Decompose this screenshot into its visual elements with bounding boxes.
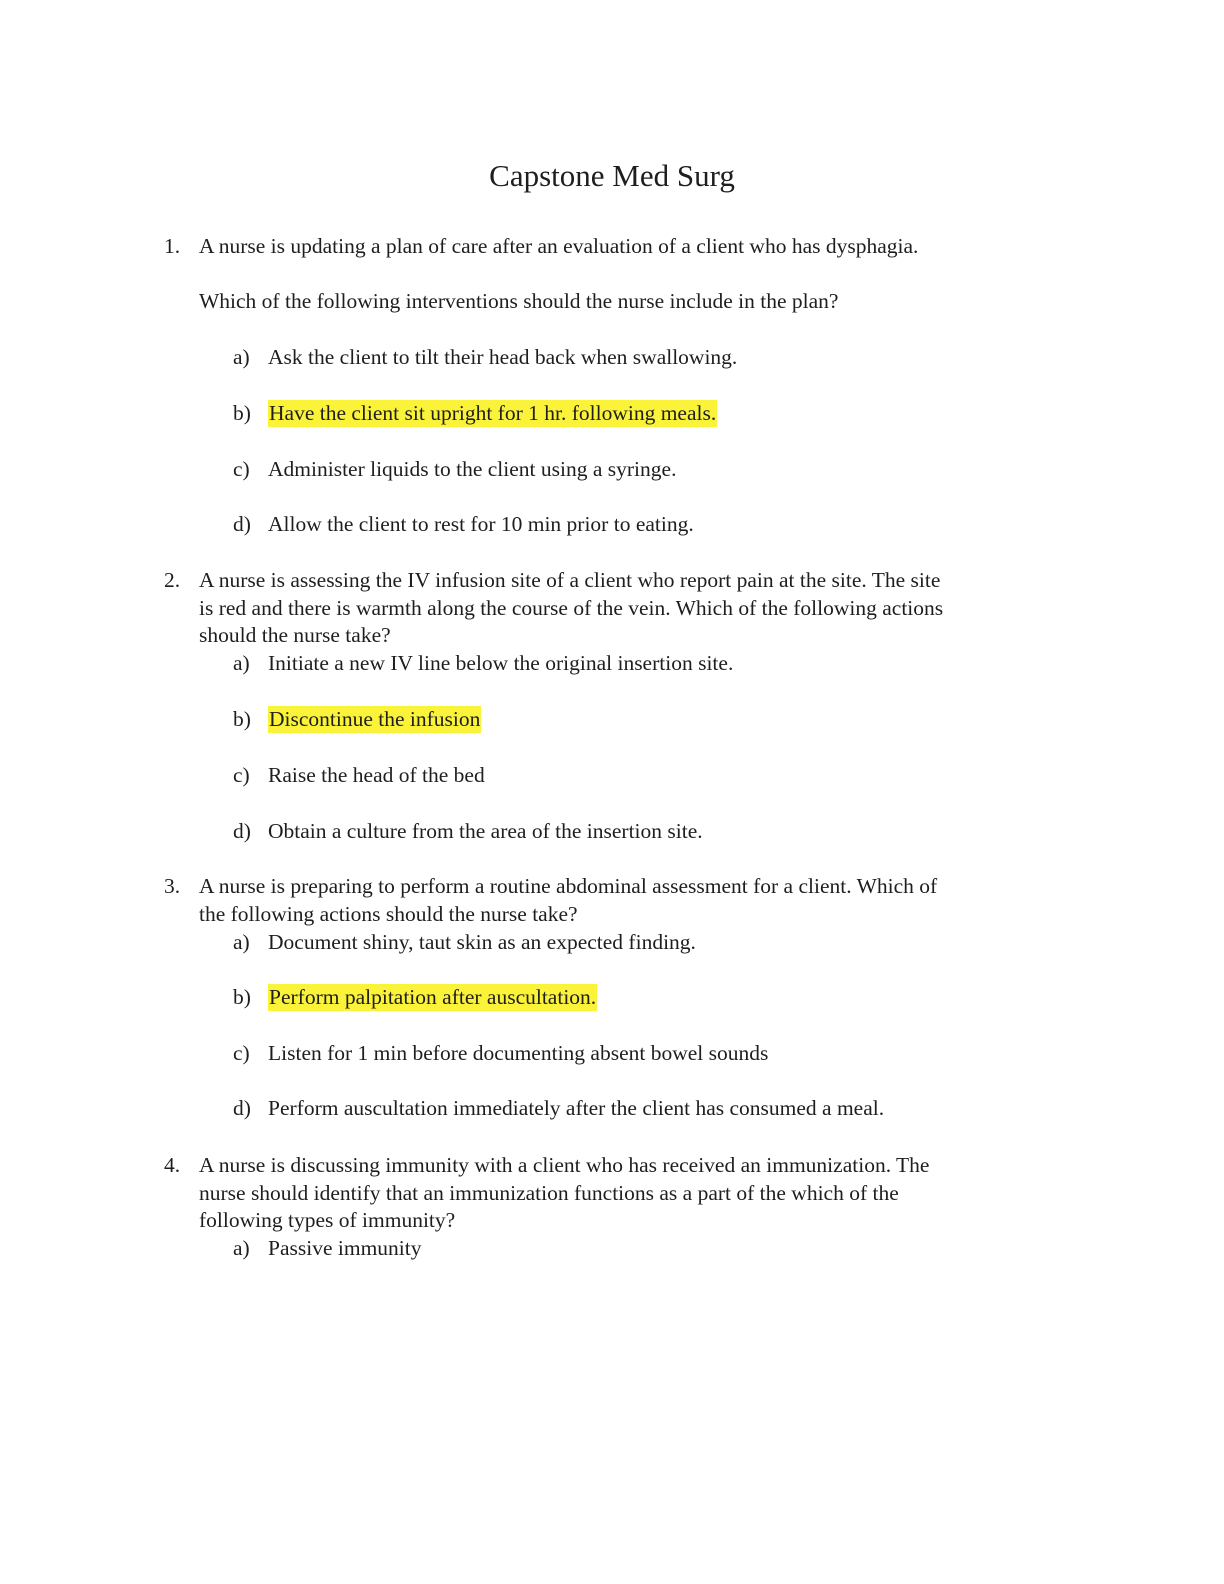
q2-option-a: Initiate a new IV line below the original insertion site. <box>268 651 734 675</box>
question-4-line-3: following types of immunity? <box>199 1208 456 1232</box>
question-4-line-2: nurse should identify that an immunization functions as a part of the which of the <box>199 1181 899 1205</box>
q3-option-a-letter: a) <box>233 930 250 954</box>
q3-option-d: Perform auscultation immediately after the client has consumed a meal. <box>268 1096 885 1120</box>
q2-option-b-letter: b) <box>233 707 251 731</box>
q1-option-a-letter: a) <box>233 345 250 369</box>
question-4-line-1: A nurse is discussing immunity with a client who has received an immunization. The <box>199 1153 930 1177</box>
q2-option-d-letter: d) <box>233 819 251 843</box>
q1-option-b-highlighted <box>268 399 717 427</box>
q3-option-c: Listen for 1 min before documenting absent bowel sounds <box>268 1041 769 1065</box>
q3-option-d-letter: d) <box>233 1096 251 1120</box>
question-3-line-2: the following actions should the nurse take? <box>199 902 578 926</box>
q1-option-a: Ask the client to tilt their head back when swallowing. <box>268 345 738 369</box>
question-2-number: 2. <box>164 568 181 592</box>
question-4-number: 4. <box>164 1153 181 1177</box>
answer-highlight: Have the client sit upright for 1 hr. following meals. <box>269 401 717 425</box>
answer-highlight: Perform palpitation after auscultation. <box>269 985 597 1009</box>
answer-highlight: Discontinue the infusion <box>269 707 481 731</box>
question-1-number: 1. <box>164 234 181 258</box>
question-2-line-2: is red and there is warmth along the course of the vein. Which of the following actions <box>199 596 944 620</box>
q4-option-a-letter: a) <box>233 1236 250 1260</box>
q1-option-c-letter: c) <box>233 457 250 481</box>
q2-option-c-letter: c) <box>233 763 250 787</box>
q1-option-d: Allow the client to rest for 10 min prior to eating. <box>268 512 694 536</box>
q2-option-b-highlighted <box>268 705 481 733</box>
q1-option-c: Administer liquids to the client using a syringe. <box>268 457 677 481</box>
q3-option-a: Document shiny, taut skin as an expected finding. <box>268 930 696 954</box>
question-3-number: 3. <box>164 874 181 898</box>
q2-option-d: Obtain a culture from the area of the insertion site. <box>268 819 703 843</box>
q2-option-c: Raise the head of the bed <box>268 763 485 787</box>
page-title: Capstone Med Surg <box>489 158 735 193</box>
q4-option-a: Passive immunity <box>268 1236 422 1260</box>
q1-option-d-letter: d) <box>233 512 251 536</box>
question-2-line-1: A nurse is assessing the IV infusion site of a client who report pain at the site. The site <box>199 568 941 592</box>
q3-option-b-highlighted <box>268 983 597 1011</box>
q3-option-c-letter: c) <box>233 1041 250 1065</box>
question-3-line-1: A nurse is preparing to perform a routine abdominal assessment for a client. Which of <box>199 874 938 898</box>
question-1-prompt: Which of the following interventions should the nurse include in the plan? <box>199 289 839 313</box>
q3-option-b-letter: b) <box>233 985 251 1009</box>
q1-option-b-letter: b) <box>233 401 251 425</box>
question-2-line-3: should the nurse take? <box>199 623 391 647</box>
q2-option-a-letter: a) <box>233 651 250 675</box>
question-1-stem: A nurse is updating a plan of care after an evaluation of a client who has dysphagia. <box>199 234 919 258</box>
